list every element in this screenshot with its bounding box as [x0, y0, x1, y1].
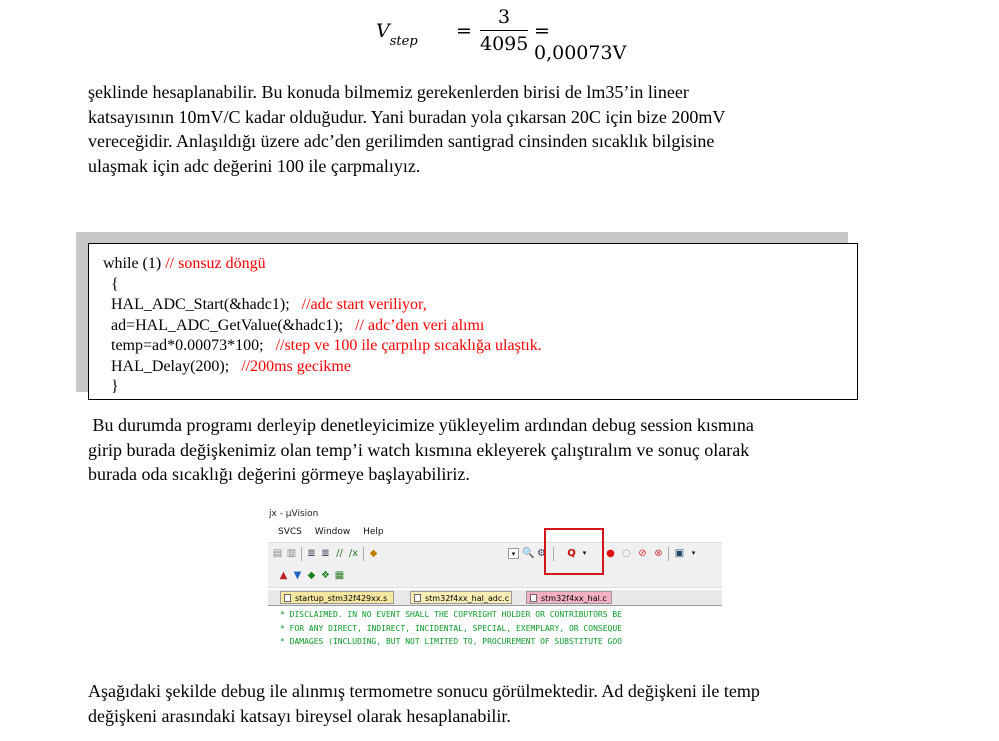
uvision-screenshot — [268, 506, 722, 648]
tab-startup-file[interactable]: startup_stm32f429xx.s — [280, 591, 394, 604]
manage-components-icon[interactable]: ❖ — [321, 570, 330, 581]
chevron-down-icon[interactable]: ▾ — [691, 549, 696, 557]
text-line: katsayısının 10mV/C kadar olduğudur. Yani buradan yola çıkarsan 20C için bize 200mV — [88, 106, 726, 127]
print-preview-icon[interactable]: ▥ — [286, 548, 297, 559]
text-line: Bu durumda programı derleyip denetleyicimize yükleyelim ardından debug session kısmına — [88, 415, 754, 435]
code-line: HAL_ADC_Start(&hadc1); //adc start veriliyor, — [103, 296, 427, 313]
options-icon[interactable]: ◆ — [307, 570, 316, 581]
find-icon[interactable]: 🔍 — [522, 548, 535, 559]
formula-equals: = — [456, 20, 472, 42]
text-line: ulaşmak için adc değerini 100 ile çarpmalıyız. — [88, 155, 421, 176]
paragraph-1 — [88, 80, 908, 178]
debug-highlight-box — [544, 528, 604, 575]
text-line: değişkeni arasındaki katsayı bireysel olarak hesaplanabilir. — [88, 705, 511, 726]
tab-hal-adc-file[interactable]: stm32f4xx_hal_adc.c — [410, 591, 512, 604]
menu-bar — [278, 527, 394, 537]
uncomment-icon[interactable]: /x — [348, 548, 359, 559]
code-line: temp=ad*0.00073*100; //step ve 100 ile çarpılıp sıcaklığa ulaştık. — [103, 337, 542, 354]
menu-window[interactable]: Window — [314, 527, 351, 537]
text-line: Aşağıdaki şekilde debug ile alınmış termometre sonucu görülmektedir. Ad değişkeni ile temp — [88, 681, 760, 701]
source-line: * DAMAGES (INCLUDING, BUT NOT LIMITED TO, PROCUREMENT OF SUBSTITUTE GOO — [280, 637, 622, 646]
menu-help[interactable]: Help — [363, 527, 384, 537]
menu-svcs[interactable]: SVCS — [278, 527, 302, 537]
source-editor[interactable] — [280, 608, 622, 648]
batch-build-icon[interactable]: ▦ — [334, 570, 345, 581]
code-line: } — [103, 378, 119, 395]
formula-fraction — [480, 6, 528, 55]
chevron-down-icon[interactable]: ▾ — [582, 549, 587, 557]
breakpoint-kill-icon[interactable]: ⊘ — [638, 548, 647, 559]
code-line: HAL_Delay(200); //200ms gecikme — [103, 357, 351, 375]
bookmark-icon[interactable]: ◆ — [369, 548, 378, 559]
text-line: vereceğidir. Anlaşıldığı üzere adc’den gerilimden santigrad cinsinden sıcaklık bilgisine — [88, 131, 715, 151]
breakpoint-disable-icon[interactable]: ○ — [622, 548, 631, 559]
editor-tabs — [268, 590, 722, 606]
code-box — [88, 243, 858, 400]
formula-numerator: 3 — [497, 6, 511, 28]
text-line: şeklinde hesaplanabilir. Bu konuda bilmemiz gerekenlerden birisi de lm35’in lineer — [88, 82, 689, 102]
code-line: while (1) // sonsuz döngü — [103, 255, 266, 272]
settings-icon[interactable]: ⚙ — [537, 548, 546, 559]
toolbar-2 — [268, 565, 722, 588]
debug-session-icon[interactable]: Q — [567, 548, 576, 559]
toolbar-1 — [268, 542, 722, 566]
fraction-bar — [480, 30, 528, 31]
breakpoint-icon[interactable]: ● — [606, 548, 615, 559]
comment-icon[interactable]: // — [336, 548, 343, 559]
paragraph-3 — [88, 679, 908, 728]
text-line: burada oda sıcaklığı değerini görmeye başlayabiliriz. — [88, 464, 470, 484]
text-line: girip burada değişkenimiz olan temp’i watch kısmına ekleyerek çalıştıralım ve sonuç olarak — [88, 439, 750, 460]
dropdown-box-icon[interactable]: ▾ — [508, 548, 519, 559]
toolbar-separator — [363, 547, 364, 561]
vstep-formula — [376, 6, 636, 64]
download-icon[interactable]: ▼ — [293, 570, 302, 581]
formula-denominator: 4095 — [480, 33, 529, 55]
code-line: ad=HAL_ADC_GetValue(&hadc1); // adc’den veri alımı — [103, 316, 485, 334]
formula-result: = 0,00073V — [534, 20, 627, 64]
formula-lhs: $V_{step}$ — [376, 20, 418, 49]
tab-hal-file[interactable]: stm32f4xx_hal.c — [526, 591, 612, 604]
toolbar-separator — [301, 547, 302, 561]
paragraph-2 — [88, 413, 908, 487]
indent-icon[interactable]: ≣ — [307, 548, 316, 559]
breakpoint-clear-icon[interactable]: ⊗ — [654, 548, 663, 559]
source-line: * FOR ANY DIRECT, INDIRECT, INCIDENTAL, SPECIAL, EXEMPLARY, OR CONSEQUE — [280, 623, 622, 633]
window-layout-icon[interactable]: ▣ — [674, 548, 685, 559]
window-title: jx - µVision — [269, 509, 319, 519]
source-line: * DISCLAIMED. IN NO EVENT SHALL THE COPYRIGHT HOLDER OR CONTRIBUTORS BE — [280, 610, 622, 619]
load-icon[interactable]: ▲ — [279, 570, 288, 581]
code-line: { — [103, 275, 119, 293]
print-icon[interactable]: ▤ — [272, 548, 283, 559]
unindent-icon[interactable]: ≣ — [321, 548, 330, 559]
toolbar-separator — [668, 547, 669, 561]
